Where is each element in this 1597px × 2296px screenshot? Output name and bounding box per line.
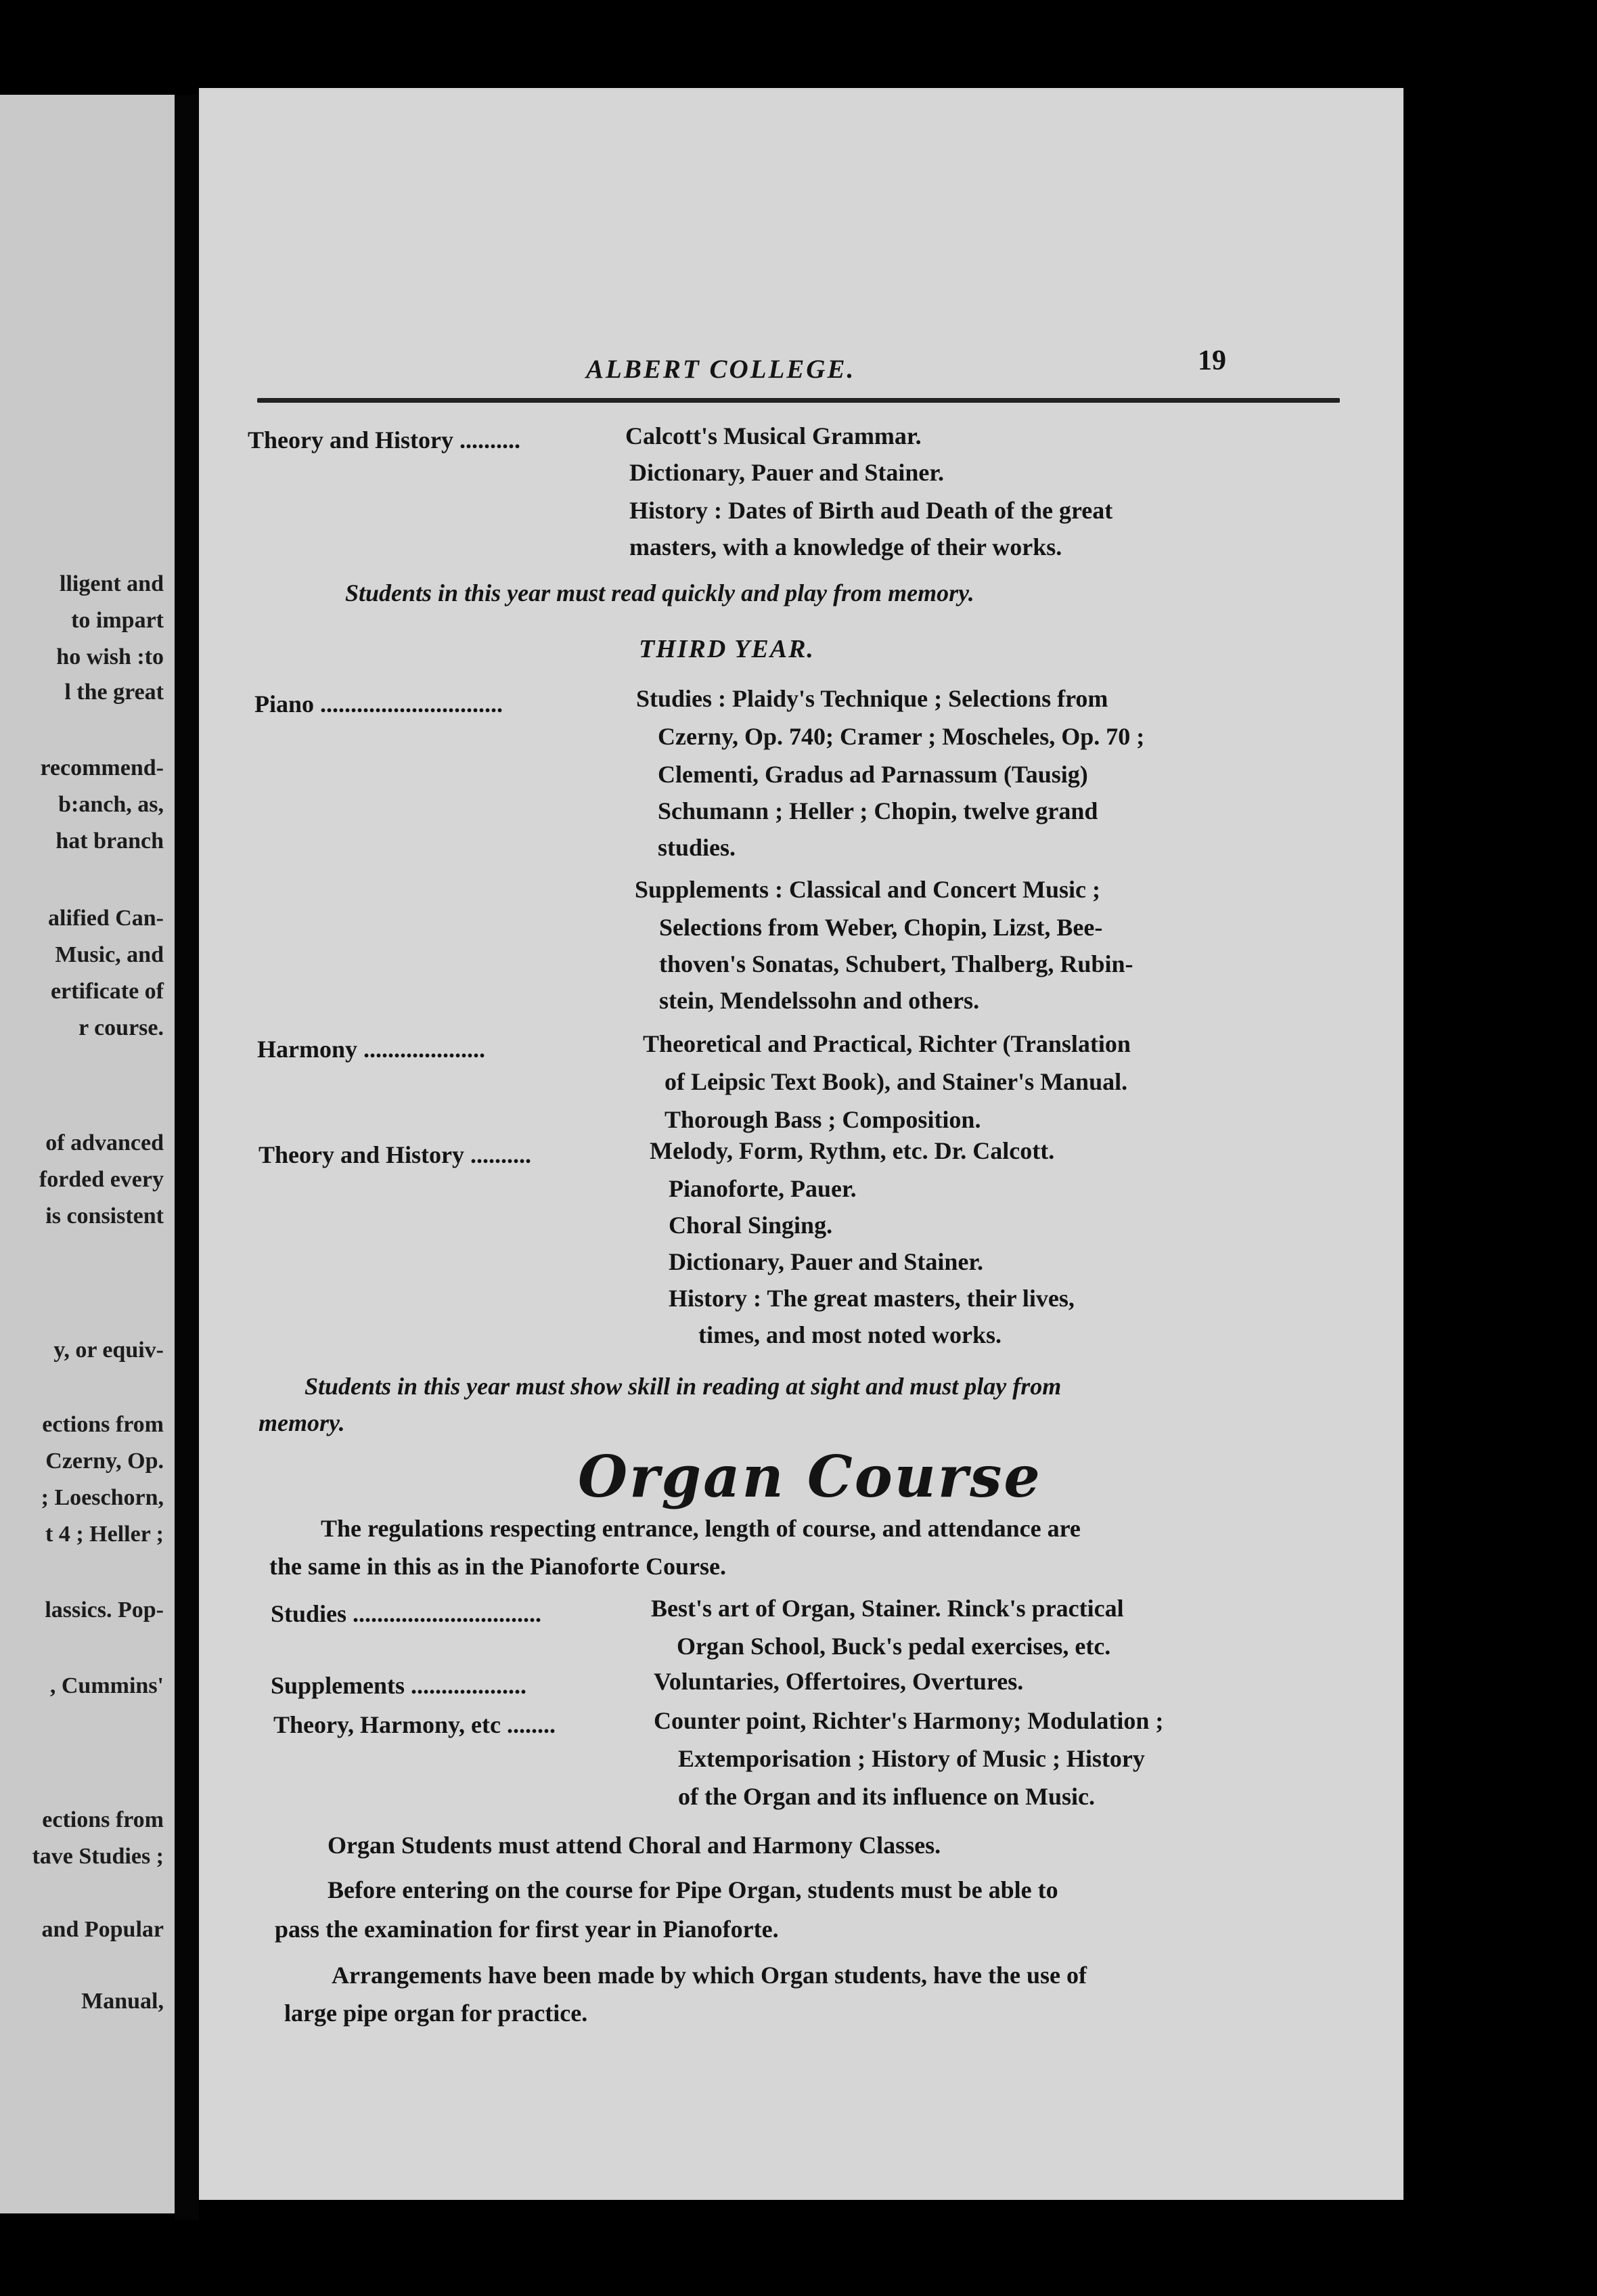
left-fragment: t 4 ; Heller ; xyxy=(45,1522,164,1547)
left-fragment: is consistent xyxy=(45,1204,164,1229)
piano-line: Clementi, Gradus ad Parnassum (Tausig) xyxy=(658,761,1088,788)
left-fragment: Manual, xyxy=(81,1989,164,2014)
left-fragment: Music, and xyxy=(55,942,164,967)
organ-studies-line: Organ School, Buck's pedal exercises, etc. xyxy=(677,1633,1111,1660)
page-number: 19 xyxy=(1198,345,1226,376)
theory-line: Choral Singing. xyxy=(669,1212,833,1239)
left-fragment: Czerny, Op. xyxy=(45,1449,164,1474)
organ-paragraph: Organ Students must attend Choral and Harmony Classes. xyxy=(328,1832,941,1859)
organ-paragraph-cont: large pipe organ for practice. xyxy=(284,2000,588,2027)
theory-line: masters, with a knowledge of their works. xyxy=(629,533,1062,560)
left-fragment: l the great xyxy=(64,680,164,705)
organ-theory-line: Extemporisation ; History of Music ; History xyxy=(678,1745,1145,1772)
harmony-line: Thorough Bass ; Composition. xyxy=(665,1106,981,1133)
left-fragment: ections from xyxy=(42,1807,164,1832)
organ-studies-label: Studies ............................... xyxy=(271,1600,542,1627)
header-rule xyxy=(257,398,1340,403)
left-fragment: ections from xyxy=(42,1412,164,1437)
third-year-note: Students in this year must show skill in reading at sight and must play from xyxy=(305,1373,1062,1400)
left-fragment: tave Studies ; xyxy=(32,1844,164,1869)
second-year-note: Students in this year must read quickly and play from memory. xyxy=(345,579,974,606)
organ-intro-cont: the same in this as in the Pianoforte Course. xyxy=(269,1553,726,1580)
theory-line: times, and most noted works. xyxy=(698,1321,1002,1348)
left-fragment: recommend- xyxy=(40,755,164,780)
left-fragment: to impart xyxy=(71,608,164,633)
left-fragment: , Cummins' xyxy=(49,1673,164,1698)
left-fragment: ho wish :to xyxy=(56,644,164,669)
piano-line: Selections from Weber, Chopin, Lizst, Bee- xyxy=(659,914,1103,941)
left-fragment: hat branch xyxy=(55,829,164,854)
left-fragment: and Popular xyxy=(41,1917,164,1942)
organ-supplements-label: Supplements ................... xyxy=(271,1672,527,1699)
theory-line: History : The great masters, their lives, xyxy=(669,1285,1075,1312)
organ-paragraph-cont: pass the examination for first year in Pianoforte. xyxy=(275,1916,779,1943)
page-19 xyxy=(199,88,1403,2200)
left-fragment: lligent and xyxy=(60,571,164,596)
organ-theory-line: Counter point, Richter's Harmony; Modulation ; xyxy=(654,1707,1164,1734)
theory-history-label: Theory and History .......... xyxy=(248,426,521,454)
left-facing-page xyxy=(0,95,175,2213)
left-fragment: ; Loeschorn, xyxy=(41,1485,164,1510)
left-fragment: y, or equiv- xyxy=(53,1338,164,1363)
theory-line: Pianoforte, Pauer. xyxy=(669,1175,857,1202)
third-year-note-cont: memory. xyxy=(258,1409,345,1436)
piano-label: Piano .............................. xyxy=(254,690,503,718)
piano-line: thoven's Sonatas, Schubert, Thalberg, Rubin- xyxy=(659,950,1133,977)
organ-paragraph: Before entering on the course for Pipe Organ, students must be able to xyxy=(328,1876,1058,1903)
piano-line: stein, Mendelssohn and others. xyxy=(659,987,980,1014)
theory-line: Dictionary, Pauer and Stainer. xyxy=(629,459,945,486)
running-head: ALBERT COLLEGE. xyxy=(586,355,856,384)
third-year-heading: THIRD YEAR. xyxy=(639,635,815,663)
theory-line: History : Dates of Birth aud Death of the great xyxy=(629,497,1113,524)
piano-line: Supplements : Classical and Concert Music ; xyxy=(635,876,1101,903)
left-fragment: forded every xyxy=(39,1167,164,1192)
book-gutter xyxy=(175,95,199,2220)
theory-line: Dictionary, Pauer and Stainer. xyxy=(669,1248,984,1275)
theory-line: Melody, Form, Rythm, etc. Dr. Calcott. xyxy=(650,1137,1055,1164)
organ-theory-line: of the Organ and its influence on Music. xyxy=(678,1783,1096,1810)
organ-theory-label: Theory, Harmony, etc ........ xyxy=(273,1711,556,1738)
piano-line: Schumann ; Heller ; Chopin, twelve grand xyxy=(658,797,1098,824)
organ-intro: The regulations respecting entrance, length of course, and attendance are xyxy=(321,1515,1081,1542)
harmony-line: of Leipsic Text Book), and Stainer's Manual. xyxy=(665,1068,1128,1095)
organ-studies-line: Best's art of Organ, Stainer. Rinck's practical xyxy=(651,1595,1124,1622)
left-fragment: b:anch, as, xyxy=(58,792,164,817)
left-fragment: of advanced xyxy=(45,1130,164,1155)
harmony-line: Theoretical and Practical, Richter (Translation xyxy=(643,1030,1131,1057)
organ-course-heading: Organ Course xyxy=(578,1443,1042,1510)
organ-supplements-line: Voluntaries, Offertoires, Overtures. xyxy=(654,1668,1024,1695)
left-fragment: lassics. Pop- xyxy=(45,1597,164,1622)
left-fragment: alified Can- xyxy=(48,906,164,931)
left-fragment: ertificate of xyxy=(50,979,164,1004)
harmony-label: Harmony .................... xyxy=(257,1036,485,1063)
piano-line: Studies : Plaidy's Technique ; Selections from xyxy=(636,685,1108,712)
theory-line: Calcott's Musical Grammar. xyxy=(625,422,922,449)
left-fragment: r course. xyxy=(78,1015,164,1040)
organ-paragraph: Arrangements have been made by which Organ students, have the use of xyxy=(332,1962,1087,1989)
piano-line: studies. xyxy=(658,834,736,861)
piano-line: Czerny, Op. 740; Cramer ; Moscheles, Op. 70 ; xyxy=(658,723,1145,750)
theory-history-label: Theory and History .......... xyxy=(258,1141,532,1168)
